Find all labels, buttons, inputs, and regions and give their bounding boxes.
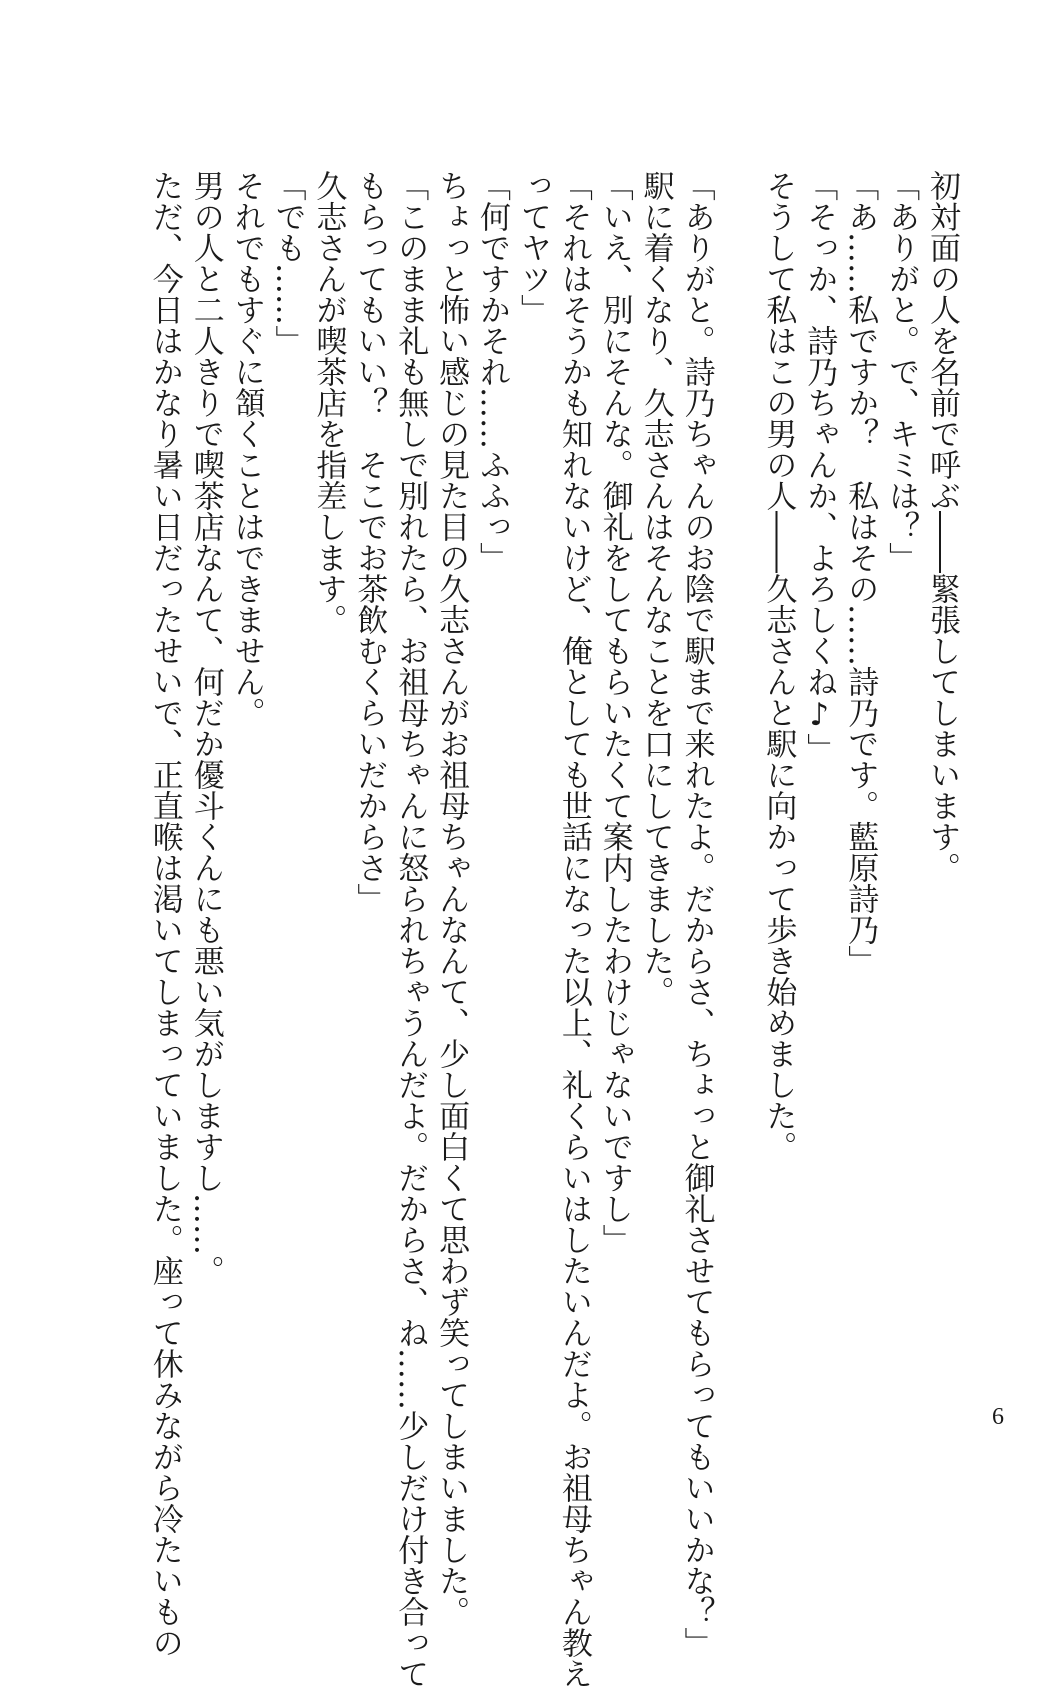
text-line: 男の人と二人きりで喫茶店なんて、何だか優斗くんにも悪い気がしますし……。 (187, 170, 224, 1286)
text-line: 初対面の人を名前で呼ぶ――緊張してしまいます。 (924, 170, 960, 883)
text-line: 「そっか、詩乃ちゃんか、よろしくね♪」 (801, 170, 838, 764)
text-line: 駅に着くなり、久志さんはそんなことを口にしてきました。 (637, 170, 674, 1007)
page-number: 6 (992, 1404, 1004, 1430)
text-line: ってヤツ」 (514, 170, 551, 325)
text-line: 久志さんが喫茶店を指差します。 (310, 170, 347, 635)
text-line: それでもすぐに頷くことはできません。 (228, 170, 265, 728)
text-line: 「ありがと。詩乃ちゃんのお陰で駅まで来れたよ。だからさ、ちょっと御礼させてもらってもいいかな？」 (678, 170, 715, 1658)
text-line: 「このまま礼も無しで別れたら、お祖母ちゃんに怒られちゃうんだよ。だからさ、ね……少しだけ付き合って (392, 170, 429, 1689)
text-line: 「何ですかそれ……ふふっ」 (474, 170, 511, 573)
text-line: 「あ……私ですか？ 私はその……詩乃です。藍原詩乃」 (842, 170, 879, 976)
body-text (144, 170, 962, 1689)
text-line: 「でも……」 (269, 170, 306, 356)
text-line: 「いえ、別にそんな。御礼をしてもらいたくて案内したわけじゃないですし」 (596, 170, 633, 1255)
text-line: 「ありがと。で、キミは？」 (883, 170, 920, 573)
text-line: もらってもいい？ そこでお茶飲むくらいだからさ」 (351, 170, 388, 914)
text-line: 「それはそうかも知れないけど、俺としても世話になった以上、礼くらいはしたいんだよ。お祖母ちゃん教え (555, 170, 592, 1689)
blank-line (717, 170, 758, 1400)
text-line: ただ、今日はかなり暑い日だったせいで、正直喉は渇いてしまっていました。座って休みながら冷たいもの (146, 170, 183, 1658)
text-line: そうして私はこの男の人――久志さんと駅に向かって歩き始めました。 (760, 170, 797, 1162)
text-line: ちょっと怖い感じの見た目の久志さんがお祖母ちゃんなんて、少し面白くて思わず笑ってしまいました。 (433, 170, 470, 1627)
